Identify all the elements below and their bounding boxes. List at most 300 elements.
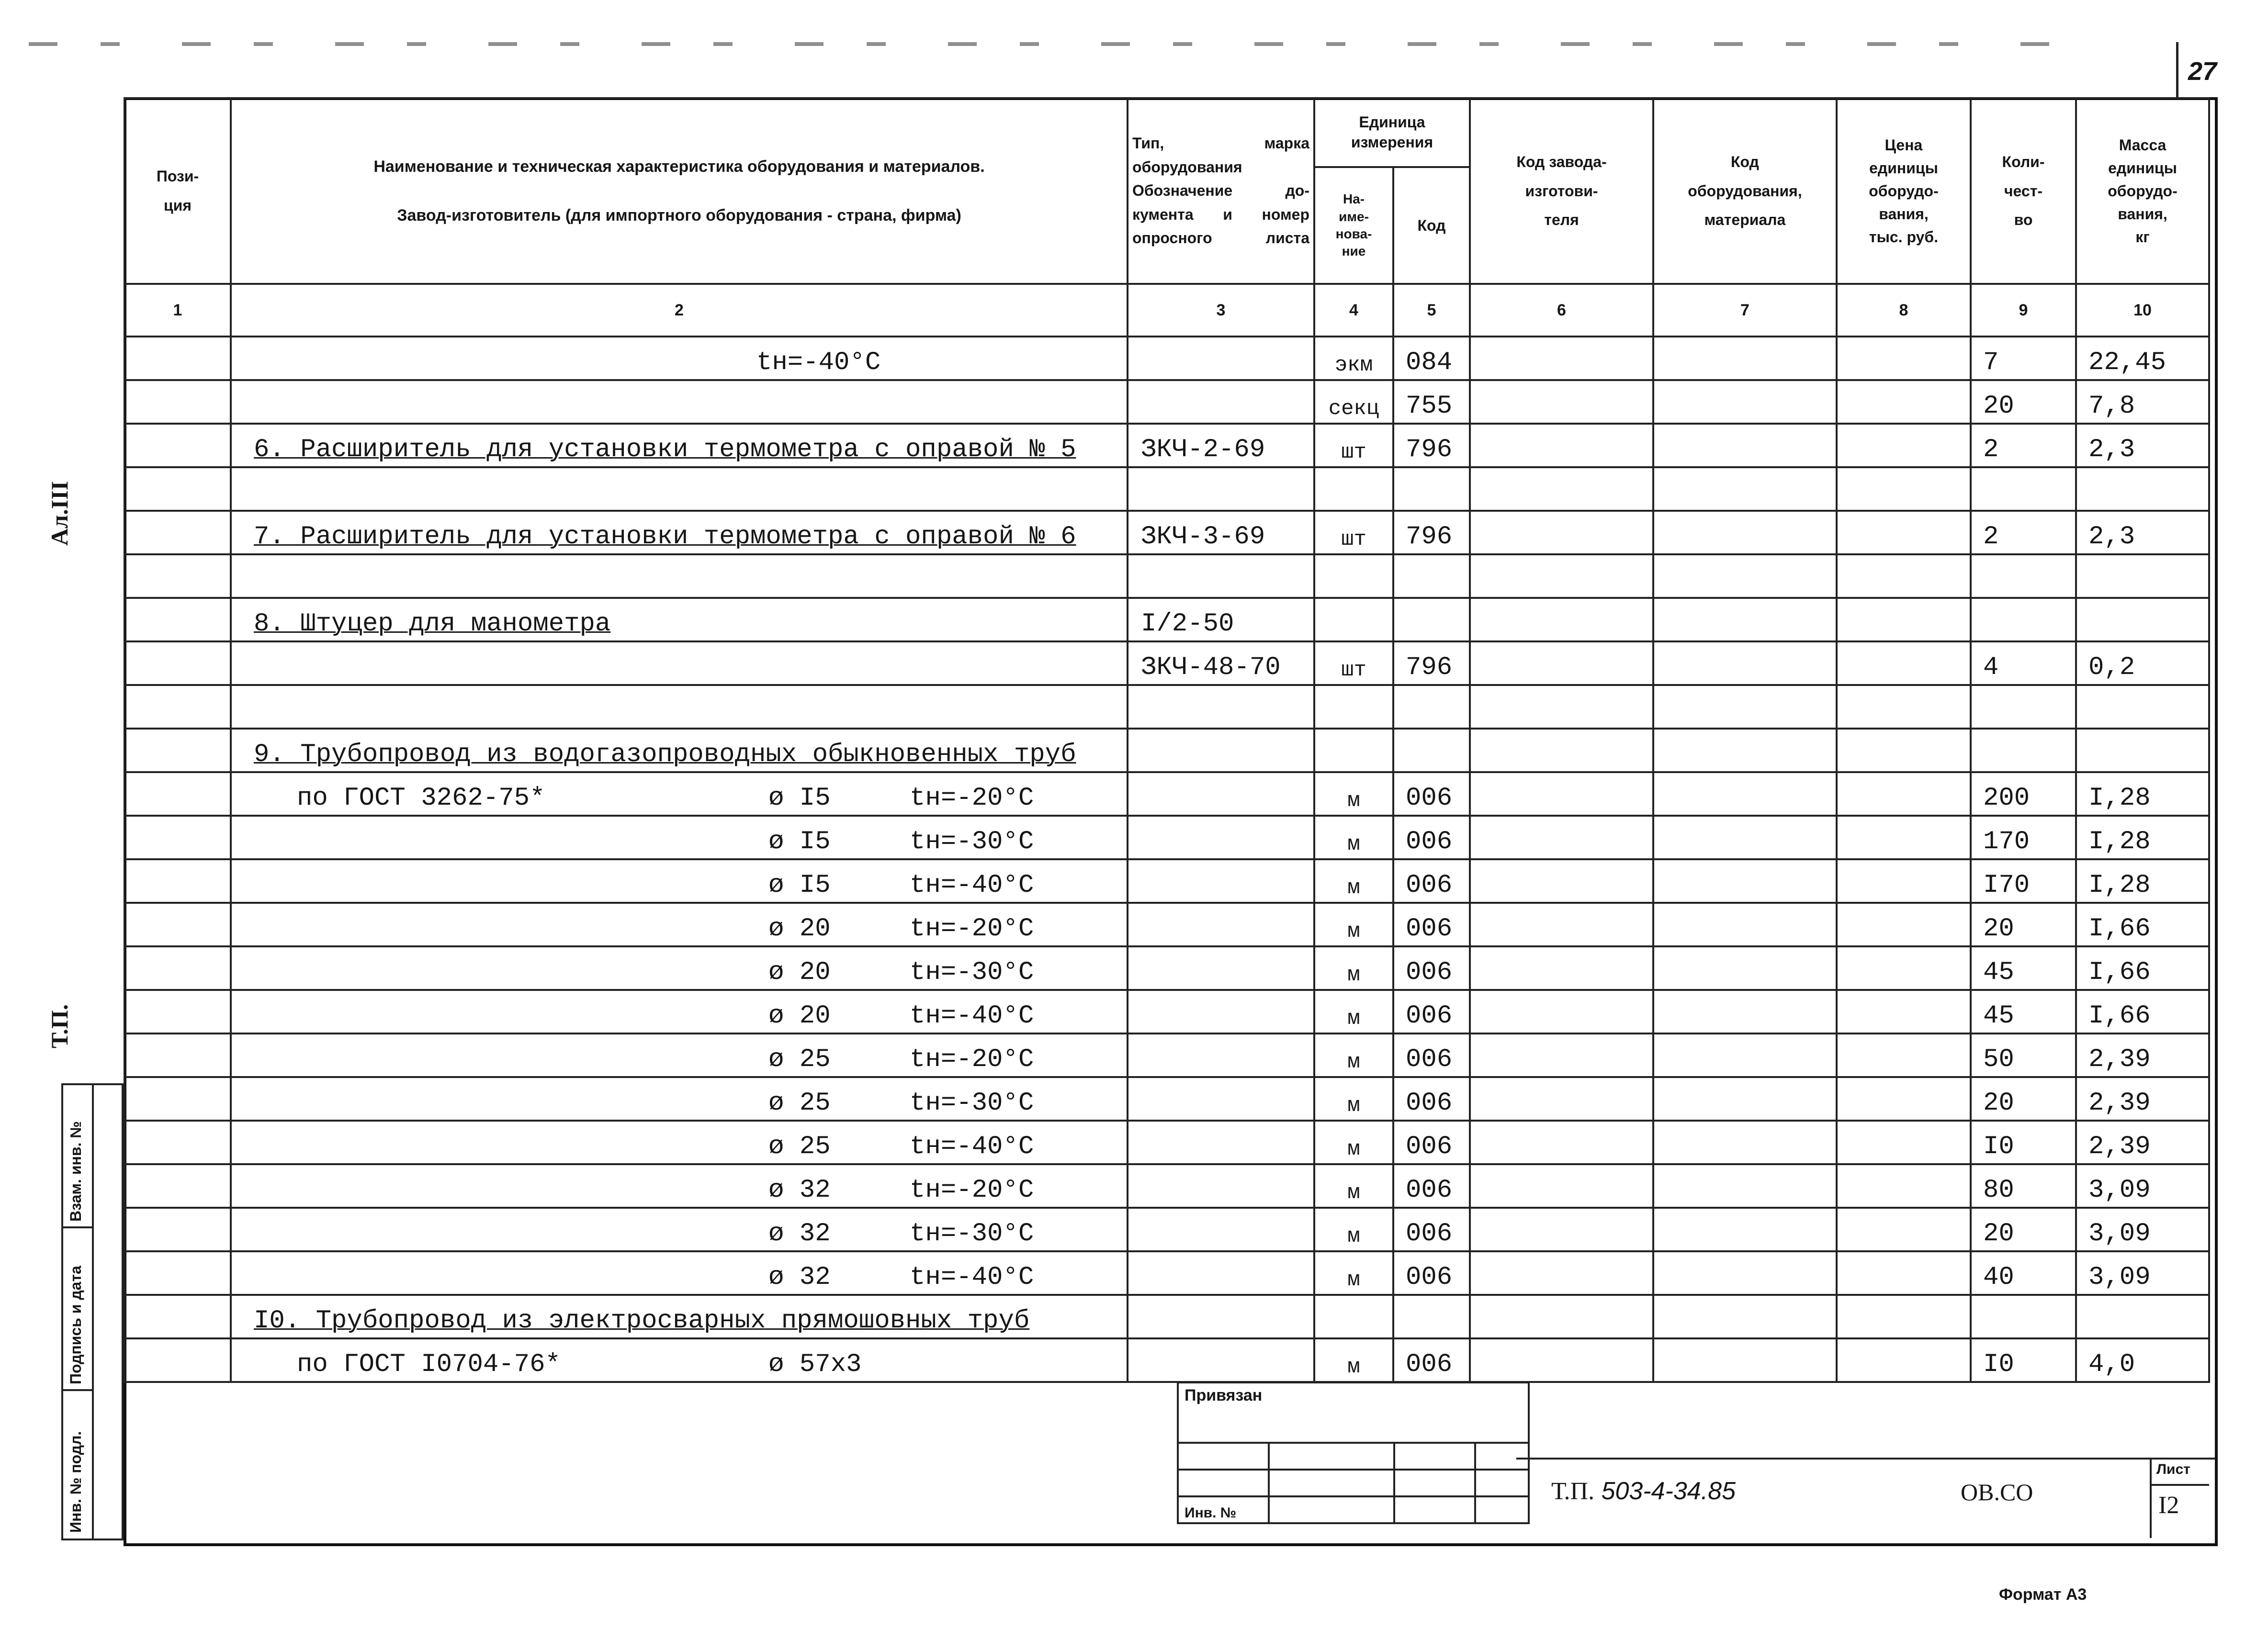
equipment-code-cell — [1653, 685, 1837, 729]
table-row — [124, 554, 2209, 598]
col-header-unit-name: На- име- нова- ние — [1314, 167, 1393, 284]
table-row — [124, 337, 2209, 380]
factory-code-cell — [1470, 641, 1653, 685]
design-temperature: tн=-40°C — [910, 1001, 1034, 1031]
equipment-specification-table — [124, 97, 2210, 1383]
equipment-code-cell — [1653, 641, 1837, 685]
unit-code-cell: 006 — [1393, 1251, 1470, 1295]
equipment-code-cell — [1653, 859, 1837, 903]
quantity-cell: 2 — [1971, 424, 2076, 467]
page-number: 27 — [2188, 57, 2217, 86]
factory-code-cell — [1470, 1077, 1653, 1121]
price-cell — [1837, 424, 1971, 467]
type-mark-cell — [1128, 554, 1314, 598]
position-cell — [124, 1077, 231, 1121]
quantity-cell: 45 — [1971, 946, 2076, 990]
unit-code-cell: 796 — [1393, 511, 1470, 554]
item-name-cell — [231, 772, 1128, 816]
mass-cell: I,28 — [2076, 772, 2209, 816]
design-temperature: tн=-20°C — [910, 914, 1034, 943]
quantity-cell: 20 — [1971, 380, 2076, 424]
pipe-diameter: ø 20 — [768, 1001, 831, 1031]
type-mark-cell — [1128, 903, 1314, 946]
unit-code-cell — [1393, 467, 1470, 511]
equipment-code-cell — [1653, 511, 1837, 554]
col-header-price: Цена единицы оборудо- вания, тыс. руб. — [1837, 98, 1971, 284]
pipe-diameter: ø I5 — [768, 871, 831, 900]
quantity-cell: 170 — [1971, 816, 2076, 859]
type-mark-cell — [1128, 946, 1314, 990]
position-cell — [124, 467, 231, 511]
price-cell — [1837, 1295, 1971, 1338]
album-label: Ал.III — [46, 481, 73, 546]
item-name: 6. Расширитель для установки термометра с оправой № 5 — [254, 435, 1076, 464]
unit-name-cell: м — [1314, 772, 1393, 816]
position-cell — [124, 641, 231, 685]
factory-code-cell — [1470, 424, 1653, 467]
table-row — [124, 729, 2209, 772]
unit-code-cell: 006 — [1393, 1121, 1470, 1164]
item-name: tн=-40°C — [756, 348, 881, 377]
pipe-diameter: ø I5 — [768, 784, 831, 813]
price-cell — [1837, 1338, 1971, 1382]
type-mark-cell — [1128, 337, 1314, 380]
table-row — [124, 990, 2209, 1033]
equipment-code-cell — [1653, 598, 1837, 641]
quantity-cell: I70 — [1971, 859, 2076, 903]
type-mark-cell — [1128, 380, 1314, 424]
col-number: 2 — [231, 284, 1128, 337]
unit-name-cell: м — [1314, 1164, 1393, 1208]
mass-cell: I,66 — [2076, 990, 2209, 1033]
position-cell — [124, 903, 231, 946]
table-row — [124, 1033, 2209, 1077]
type-mark-cell — [1128, 859, 1314, 903]
equipment-code-cell — [1653, 1338, 1837, 1382]
col-number: 10 — [2076, 284, 2209, 337]
factory-code-cell — [1470, 511, 1653, 554]
item-name: 8. Штуцер для манометра — [254, 609, 611, 639]
mass-cell — [2076, 1295, 2209, 1338]
quantity-cell — [1971, 685, 2076, 729]
equipment-code-cell — [1653, 729, 1837, 772]
type-mark-cell — [1128, 1164, 1314, 1208]
unit-code-cell: 006 — [1393, 1164, 1470, 1208]
factory-code-cell — [1470, 729, 1653, 772]
table-row — [124, 859, 2209, 903]
factory-code-cell — [1470, 380, 1653, 424]
design-temperature: tн=-20°C — [910, 784, 1034, 813]
mass-cell — [2076, 467, 2209, 511]
col-header-name: Наименование и техническая характеристика оборудования и материалов. Завод-изготовитель (для импортного оборудования - страна, фирма) — [231, 98, 1128, 284]
mass-cell — [2076, 685, 2209, 729]
unit-code-cell: 006 — [1393, 816, 1470, 859]
unit-name-cell — [1314, 554, 1393, 598]
item-name: 7. Расширитель для установки термометра с оправой № 6 — [254, 522, 1076, 551]
table-row — [124, 598, 2209, 641]
price-cell — [1837, 554, 1971, 598]
unit-name-cell: м — [1314, 816, 1393, 859]
unit-code-cell: 006 — [1393, 859, 1470, 903]
position-cell — [124, 1208, 231, 1251]
item-name-cell — [231, 1077, 1128, 1121]
unit-name-cell: м — [1314, 990, 1393, 1033]
table-row — [124, 772, 2209, 816]
item-name-cell — [231, 380, 1128, 424]
design-temperature: tн=-30°C — [910, 958, 1034, 987]
mass-cell — [2076, 598, 2209, 641]
mass-cell: 2,3 — [2076, 424, 2209, 467]
factory-code-cell — [1470, 1121, 1653, 1164]
unit-name-cell: м — [1314, 859, 1393, 903]
mass-cell: I,28 — [2076, 816, 2209, 859]
unit-name-cell — [1314, 467, 1393, 511]
unit-name-cell: шт — [1314, 424, 1393, 467]
design-temperature: tн=-40°C — [910, 871, 1034, 900]
table-row — [124, 903, 2209, 946]
unit-name-cell: м — [1314, 1121, 1393, 1164]
price-cell — [1837, 1033, 1971, 1077]
position-cell — [124, 380, 231, 424]
price-cell — [1837, 1164, 1971, 1208]
table-row — [124, 467, 2209, 511]
pipe-diameter: ø I5 — [768, 827, 831, 856]
equipment-code-cell — [1653, 554, 1837, 598]
quantity-cell: 45 — [1971, 990, 2076, 1033]
quantity-cell: 20 — [1971, 903, 2076, 946]
item-name-cell — [231, 729, 1128, 772]
position-cell — [124, 685, 231, 729]
design-temperature: tн=-20°C — [910, 1045, 1034, 1074]
type-mark-cell — [1128, 816, 1314, 859]
col-header-unit: Единица измерения — [1314, 98, 1470, 167]
factory-code-cell — [1470, 772, 1653, 816]
stamp-cell-original: Инв. № подл. — [63, 1389, 94, 1540]
quantity-cell: 200 — [1971, 772, 2076, 816]
mass-cell: 2,3 — [2076, 511, 2209, 554]
quantity-cell: 40 — [1971, 1251, 2076, 1295]
unit-name-cell: м — [1314, 1338, 1393, 1382]
item-name-cell — [231, 1033, 1128, 1077]
quantity-cell — [1971, 1295, 2076, 1338]
page-number-corner — [2176, 42, 2224, 97]
position-cell — [124, 1251, 231, 1295]
stamp-cell-replace: Взам. инв. № — [63, 1085, 94, 1228]
factory-code-cell — [1470, 1164, 1653, 1208]
item-name-cell — [231, 685, 1128, 729]
top-scan-artifacts — [29, 42, 2078, 46]
unit-code-cell: 006 — [1393, 1077, 1470, 1121]
equipment-code-cell — [1653, 1033, 1837, 1077]
unit-code-cell: 796 — [1393, 424, 1470, 467]
col-header-position: Пози- ция — [124, 98, 231, 284]
quantity-cell: I0 — [1971, 1338, 2076, 1382]
factory-code-cell — [1470, 1208, 1653, 1251]
item-name-cell — [231, 990, 1128, 1033]
inventory-number-label: Инв. № — [1178, 1496, 1269, 1523]
type-mark-cell: ЗКЧ-2-69 — [1128, 424, 1314, 467]
design-temperature: tн=-20°C — [910, 1176, 1034, 1205]
table-row — [124, 1208, 2209, 1251]
table-row — [124, 946, 2209, 990]
item-name-cell — [231, 946, 1128, 990]
design-temperature: tн=-30°C — [910, 1219, 1034, 1248]
unit-code-cell: 755 — [1393, 380, 1470, 424]
price-cell — [1837, 772, 1971, 816]
equipment-code-cell — [1653, 424, 1837, 467]
section-code: ОВ.СО — [1961, 1479, 2033, 1505]
item-name-cell — [231, 424, 1128, 467]
item-name-cell — [231, 1251, 1128, 1295]
item-name-cell — [231, 1295, 1128, 1338]
unit-name-cell: экм — [1314, 337, 1393, 380]
position-cell — [124, 598, 231, 641]
type-mark-cell — [1128, 1338, 1314, 1382]
type-mark-cell — [1128, 1208, 1314, 1251]
table-row — [124, 511, 2209, 554]
left-stamp-column — [61, 1083, 124, 1540]
binding-label: Привязан — [1178, 1382, 1529, 1443]
item-name-cell — [231, 1164, 1128, 1208]
mass-cell: 2,39 — [2076, 1033, 2209, 1077]
unit-name-cell — [1314, 685, 1393, 729]
pipe-diameter: ø 57x3 — [768, 1350, 862, 1379]
price-cell — [1837, 337, 1971, 380]
equipment-code-cell — [1653, 1295, 1837, 1338]
factory-code-cell — [1470, 1251, 1653, 1295]
pipe-diameter: ø 25 — [768, 1132, 831, 1161]
unit-name-cell — [1314, 598, 1393, 641]
quantity-cell — [1971, 598, 2076, 641]
price-cell — [1837, 1208, 1971, 1251]
factory-code-cell — [1470, 816, 1653, 859]
type-mark-cell — [1128, 729, 1314, 772]
position-cell — [124, 1338, 231, 1382]
col-header-mass: Масса единицы оборудо- вания, кг — [2076, 98, 2209, 284]
factory-code-cell — [1470, 467, 1653, 511]
column-number-row — [124, 284, 2209, 337]
position-cell — [124, 1295, 231, 1338]
position-cell — [124, 1121, 231, 1164]
factory-code-cell — [1470, 990, 1653, 1033]
quantity-cell: 50 — [1971, 1033, 2076, 1077]
unit-code-cell: 084 — [1393, 337, 1470, 380]
price-cell — [1837, 1077, 1971, 1121]
quantity-cell — [1971, 554, 2076, 598]
position-cell — [124, 946, 231, 990]
mass-cell: 3,09 — [2076, 1251, 2209, 1295]
equipment-code-cell — [1653, 1208, 1837, 1251]
position-cell — [124, 554, 231, 598]
type-mark-cell — [1128, 772, 1314, 816]
item-name: I0. Трубопровод из электросварных прямошовных труб — [254, 1306, 1030, 1336]
price-cell — [1837, 859, 1971, 903]
design-temperature: tн=-40°C — [910, 1132, 1034, 1161]
quantity-cell: 4 — [1971, 641, 2076, 685]
price-cell — [1837, 598, 1971, 641]
unit-code-cell: 006 — [1393, 903, 1470, 946]
item-name-cell — [231, 1338, 1128, 1382]
table-row — [124, 1338, 2209, 1382]
unit-code-cell: 006 — [1393, 772, 1470, 816]
position-cell — [124, 337, 231, 380]
unit-name-cell: м — [1314, 1251, 1393, 1295]
equipment-code-cell — [1653, 990, 1837, 1033]
price-cell — [1837, 903, 1971, 946]
pipe-diameter: ø 32 — [768, 1176, 831, 1205]
quantity-cell — [1971, 467, 2076, 511]
unit-code-cell — [1393, 598, 1470, 641]
item-name: 9. Трубопровод из водогазопроводных обыкновенных труб — [254, 740, 1076, 769]
unit-name-cell — [1314, 729, 1393, 772]
type-mark-cell — [1128, 1295, 1314, 1338]
unit-code-cell: 006 — [1393, 1208, 1470, 1251]
type-mark-cell — [1128, 1121, 1314, 1164]
table-row — [124, 1121, 2209, 1164]
mass-cell: I,66 — [2076, 903, 2209, 946]
factory-code-cell — [1470, 685, 1653, 729]
unit-name-cell: м — [1314, 1208, 1393, 1251]
unit-name-cell: м — [1314, 946, 1393, 990]
item-name-cell — [231, 1208, 1128, 1251]
col-number: 4 — [1314, 284, 1393, 337]
position-cell — [124, 859, 231, 903]
unit-code-cell — [1393, 685, 1470, 729]
position-cell — [124, 511, 231, 554]
table-row — [124, 1295, 2209, 1338]
factory-code-cell — [1470, 946, 1653, 990]
equipment-code-cell — [1653, 903, 1837, 946]
item-name-cell — [231, 1121, 1128, 1164]
equipment-code-cell — [1653, 1077, 1837, 1121]
type-mark-cell: I/2-50 — [1128, 598, 1314, 641]
quantity-cell: 7 — [1971, 337, 2076, 380]
unit-code-cell: 006 — [1393, 946, 1470, 990]
pipe-diameter: ø 32 — [768, 1219, 831, 1248]
unit-name-cell: шт — [1314, 511, 1393, 554]
item-name-cell — [231, 554, 1128, 598]
factory-code-cell — [1470, 859, 1653, 903]
pipe-diameter: ø 25 — [768, 1045, 831, 1074]
col-header-equipment-code: Код оборудования, материала — [1653, 98, 1837, 284]
quantity-cell: 80 — [1971, 1164, 2076, 1208]
item-name-cell — [231, 903, 1128, 946]
type-mark-cell — [1128, 467, 1314, 511]
unit-name-cell: м — [1314, 1077, 1393, 1121]
equipment-code-cell — [1653, 1251, 1837, 1295]
price-cell — [1837, 685, 1971, 729]
item-name-cell — [231, 816, 1128, 859]
price-cell — [1837, 1121, 1971, 1164]
mass-cell: 3,09 — [2076, 1164, 2209, 1208]
mass-cell: 22,45 — [2076, 337, 2209, 380]
design-temperature: tн=-40°C — [910, 1263, 1034, 1292]
price-cell — [1837, 990, 1971, 1033]
pipe-diameter: ø 20 — [768, 958, 831, 987]
price-cell — [1837, 467, 1971, 511]
project-code: Т.П. 503-4-34.85 — [1551, 1477, 1736, 1505]
binding-stamp — [1177, 1381, 1530, 1524]
position-cell — [124, 772, 231, 816]
type-mark-cell: ЗКЧ-3-69 — [1128, 511, 1314, 554]
unit-name-cell: м — [1314, 903, 1393, 946]
equipment-code-cell — [1653, 337, 1837, 380]
table-row — [124, 424, 2209, 467]
col-number: 6 — [1470, 284, 1653, 337]
design-temperature: tн=-30°C — [910, 827, 1034, 856]
format-label: Формат А3 — [1999, 1585, 2087, 1604]
quantity-cell: I0 — [1971, 1121, 2076, 1164]
title-block-line — [1516, 1458, 2215, 1460]
unit-name-cell: секц — [1314, 380, 1393, 424]
col-header-quantity: Коли- чест- во — [1971, 98, 2076, 284]
price-cell — [1837, 816, 1971, 859]
unit-code-cell: 006 — [1393, 1338, 1470, 1382]
col-header-unit-code: Код — [1393, 167, 1470, 284]
table-row — [124, 685, 2209, 729]
equipment-code-cell — [1653, 380, 1837, 424]
quantity-cell: 20 — [1971, 1208, 2076, 1251]
mass-cell — [2076, 554, 2209, 598]
mass-cell: 2,39 — [2076, 1077, 2209, 1121]
equipment-code-cell — [1653, 946, 1837, 990]
position-cell — [124, 424, 231, 467]
sheet-cell — [2150, 1458, 2209, 1538]
factory-code-cell — [1470, 1033, 1653, 1077]
col-number: 1 — [124, 284, 231, 337]
design-temperature: tн=-30°C — [910, 1089, 1034, 1118]
mass-cell: 7,8 — [2076, 380, 2209, 424]
type-mark-cell — [1128, 1251, 1314, 1295]
equipment-code-cell — [1653, 816, 1837, 859]
equipment-code-cell — [1653, 1164, 1837, 1208]
stamp-cell-signature: Подпись и дата — [63, 1226, 94, 1391]
unit-code-cell: 006 — [1393, 1033, 1470, 1077]
mass-cell: 2,39 — [2076, 1121, 2209, 1164]
factory-code-cell — [1470, 1295, 1653, 1338]
table-row — [124, 1251, 2209, 1295]
table-row — [124, 1164, 2209, 1208]
unit-name-cell — [1314, 1295, 1393, 1338]
mass-cell — [2076, 729, 2209, 772]
sheet-number: I2 — [2158, 1492, 2179, 1519]
type-mark-cell — [1128, 1033, 1314, 1077]
equipment-code-cell — [1653, 1121, 1837, 1164]
price-cell — [1837, 946, 1971, 990]
item-name-cell — [231, 598, 1128, 641]
type-mark-cell — [1128, 990, 1314, 1033]
item-name-cell — [231, 859, 1128, 903]
unit-code-cell — [1393, 1295, 1470, 1338]
unit-name-cell: м — [1314, 1033, 1393, 1077]
unit-code-cell — [1393, 729, 1470, 772]
equipment-code-cell — [1653, 467, 1837, 511]
position-cell — [124, 729, 231, 772]
item-name-cell — [231, 511, 1128, 554]
unit-code-cell: 796 — [1393, 641, 1470, 685]
table-row — [124, 380, 2209, 424]
mass-cell: 3,09 — [2076, 1208, 2209, 1251]
type-mark-cell — [1128, 685, 1314, 729]
factory-code-cell — [1470, 598, 1653, 641]
position-cell — [124, 990, 231, 1033]
price-cell — [1837, 729, 1971, 772]
quantity-cell: 2 — [1971, 511, 2076, 554]
table-row — [124, 816, 2209, 859]
position-cell — [124, 1164, 231, 1208]
table-row — [124, 641, 2209, 685]
factory-code-cell — [1470, 554, 1653, 598]
